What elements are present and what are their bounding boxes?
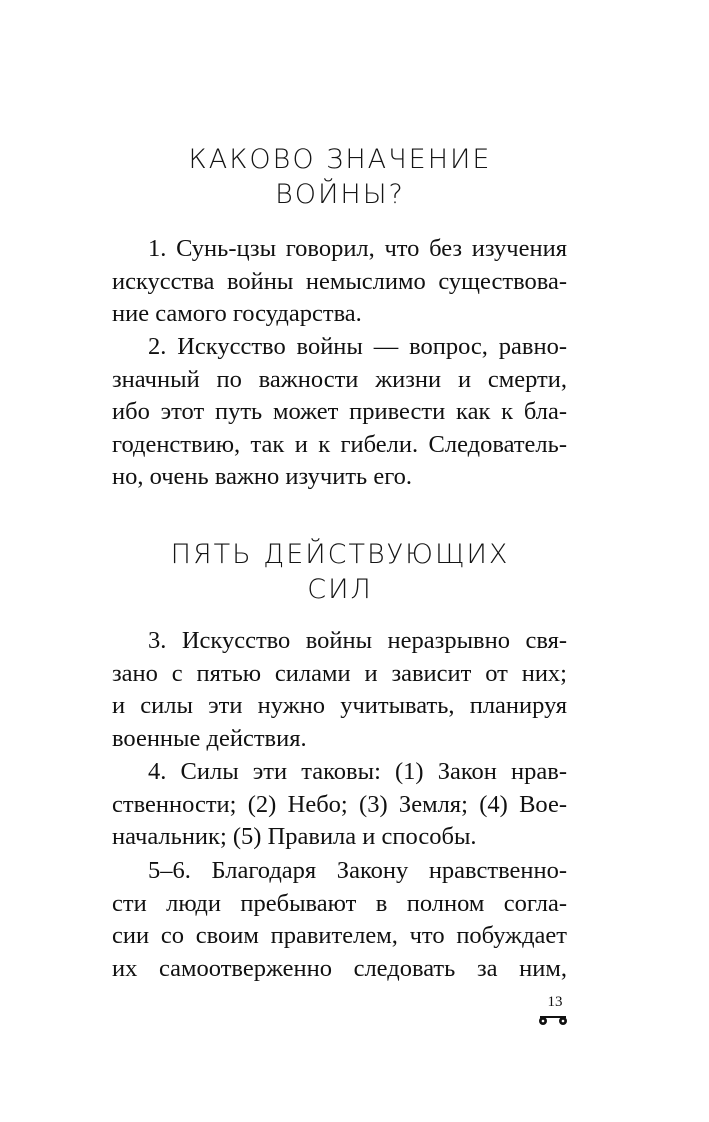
section-title-meaning-of-war xyxy=(110,142,570,212)
text-line: 5–6. Благодаря Закону нравственно- xyxy=(148,857,567,884)
text-line: сии со своим правителем, что побуждает xyxy=(112,922,567,950)
text-line: ственности; (2) Небо; (3) Земля; (4) Вое- xyxy=(112,790,567,818)
page-ornament-icon xyxy=(537,1014,569,1026)
text-line: 2. Искусство войны — вопрос, равно- xyxy=(148,333,567,360)
paragraph-4 xyxy=(112,756,567,854)
text-line: ибо этот путь может привести как к бла- xyxy=(112,398,567,426)
section-title-line: ВОЙНЫ? xyxy=(275,179,405,210)
text-line: но, очень важно изучить его. xyxy=(112,463,413,491)
text-line: начальник; (5) Правила и способы. xyxy=(112,823,477,851)
text-line: их самоотверженно следовать за ним, xyxy=(112,954,567,982)
text-line: значный по важности жизни и смерти, xyxy=(112,365,567,393)
text-line: военные действия. xyxy=(112,724,307,752)
section-title-line: СИЛ xyxy=(307,574,373,605)
paragraph-2 xyxy=(112,331,567,494)
text-line: 3. Искусство войны неразрывно свя- xyxy=(148,627,567,654)
section-title-five-forces xyxy=(110,537,570,607)
text-line: искусства войны немыслимо существова- xyxy=(112,267,567,295)
text-line: ние самого государства. xyxy=(112,300,362,328)
text-line: сти люди пребывают в полном согла- xyxy=(112,889,567,917)
paragraph-5-6 xyxy=(112,855,567,985)
section-title-line: ПЯТЬ ДЕЙСТВУЮЩИХ xyxy=(170,539,510,570)
text-line: 4. Силы эти таковы: (1) Закон нрав- xyxy=(148,758,567,785)
text-line: и силы эти нужно учитывать, планируя xyxy=(112,692,567,720)
section-title-line: КАКОВО ЗНАЧЕНИЕ xyxy=(188,144,492,175)
paragraph-1 xyxy=(112,233,567,331)
text-line: зано с пятью силами и зависит от них; xyxy=(112,659,567,687)
text-line: 1. Сунь-цзы говорил, что без изучения xyxy=(148,235,567,262)
text-line: годенствию, так и к гибели. Следователь- xyxy=(112,430,567,458)
page-number: 13 xyxy=(547,994,563,1010)
paragraph-3 xyxy=(112,625,567,755)
